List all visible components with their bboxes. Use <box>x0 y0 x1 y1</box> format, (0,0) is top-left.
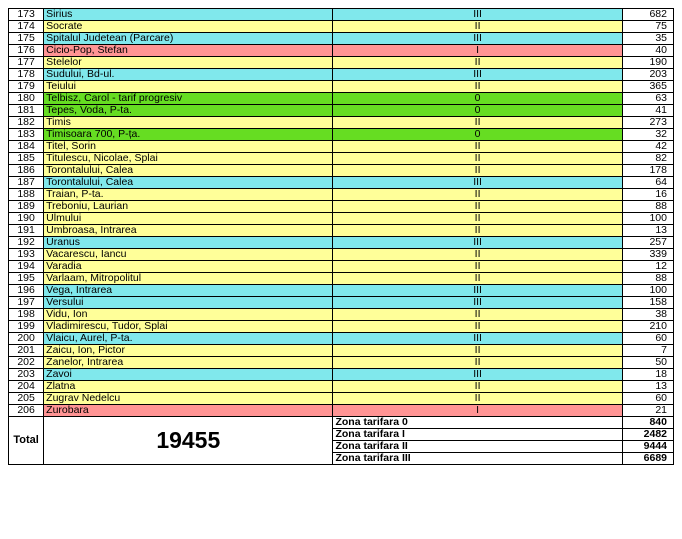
street-name: Sirius <box>44 9 333 21</box>
row-number: 179 <box>9 81 44 93</box>
spot-count: 257 <box>622 237 673 249</box>
spot-count: 88 <box>622 201 673 213</box>
table-row <box>9 393 674 405</box>
row-number: 178 <box>9 69 44 81</box>
table-row <box>9 57 674 69</box>
table-body <box>9 9 674 465</box>
spot-count: 35 <box>622 33 673 45</box>
tariff-zone: II <box>333 153 622 165</box>
table-row <box>9 189 674 201</box>
table-row <box>9 45 674 57</box>
row-number: 195 <box>9 273 44 285</box>
table-row <box>9 141 674 153</box>
tariff-zone: III <box>333 285 622 297</box>
row-number: 185 <box>9 153 44 165</box>
table-row <box>9 237 674 249</box>
row-number: 183 <box>9 129 44 141</box>
street-name: Zanelor, Intrarea <box>44 357 333 369</box>
row-number: 204 <box>9 381 44 393</box>
spot-count: 158 <box>622 297 673 309</box>
table-row <box>9 177 674 189</box>
tariff-zone: III <box>333 237 622 249</box>
table-row <box>9 81 674 93</box>
table-row <box>9 69 674 81</box>
row-number: 177 <box>9 57 44 69</box>
street-name: Torontalului, Calea <box>44 177 333 189</box>
zone-total-label: Zona tarifara I <box>333 429 622 441</box>
street-name: Traian, P-ta. <box>44 189 333 201</box>
tariff-zone: II <box>333 21 622 33</box>
zone-total-label: Zona tarifara III <box>333 453 622 465</box>
street-name: Titulescu, Nicolae, Splai <box>44 153 333 165</box>
street-name: Vega, Intrarea <box>44 285 333 297</box>
row-number: 200 <box>9 333 44 345</box>
spot-count: 41 <box>622 105 673 117</box>
tariff-zone: III <box>333 33 622 45</box>
tariff-zone: II <box>333 213 622 225</box>
table-row <box>9 33 674 45</box>
tariff-zone: II <box>333 189 622 201</box>
spot-count: 210 <box>622 321 673 333</box>
street-name: Telbisz, Carol - tarif progresiv <box>44 93 333 105</box>
tariff-zone: II <box>333 165 622 177</box>
table-row <box>9 285 674 297</box>
street-name: Socrate <box>44 21 333 33</box>
row-number: 180 <box>9 93 44 105</box>
table-row <box>9 273 674 285</box>
tariff-zone: III <box>333 369 622 381</box>
street-name: Zavoi <box>44 369 333 381</box>
spot-count: 60 <box>622 393 673 405</box>
tariff-zone: III <box>333 9 622 21</box>
zone-total-value: 840 <box>622 417 673 429</box>
zone-total-value: 6689 <box>622 453 673 465</box>
tariff-zone: III <box>333 177 622 189</box>
spot-count: 100 <box>622 213 673 225</box>
spot-count: 339 <box>622 249 673 261</box>
row-number: 173 <box>9 9 44 21</box>
row-number: 184 <box>9 141 44 153</box>
table-row <box>9 165 674 177</box>
street-name: Umbroasa, Intrarea <box>44 225 333 237</box>
street-name: Uranus <box>44 237 333 249</box>
spot-count: 88 <box>622 273 673 285</box>
table-row <box>9 201 674 213</box>
row-number: 205 <box>9 393 44 405</box>
spot-count: 178 <box>622 165 673 177</box>
row-number: 191 <box>9 225 44 237</box>
street-name: Vladimirescu, Tudor, Splai <box>44 321 333 333</box>
tariff-zone: II <box>333 381 622 393</box>
row-number: 203 <box>9 369 44 381</box>
spot-count: 82 <box>622 153 673 165</box>
row-number: 175 <box>9 33 44 45</box>
street-name: Stelelor <box>44 57 333 69</box>
parking-zones-table <box>8 8 674 465</box>
summary-row <box>9 417 674 429</box>
row-number: 186 <box>9 165 44 177</box>
tariff-zone: II <box>333 357 622 369</box>
row-number: 189 <box>9 201 44 213</box>
spot-count: 75 <box>622 21 673 33</box>
street-name: Torontalului, Calea <box>44 165 333 177</box>
table-row <box>9 357 674 369</box>
street-name: Zurobara <box>44 405 333 417</box>
spot-count: 7 <box>622 345 673 357</box>
street-name: Zugrav Nedelcu <box>44 393 333 405</box>
spot-count: 13 <box>622 381 673 393</box>
table-row <box>9 225 674 237</box>
row-number: 196 <box>9 285 44 297</box>
table-row <box>9 321 674 333</box>
tariff-zone: II <box>333 321 622 333</box>
row-number: 187 <box>9 177 44 189</box>
street-name: Varadia <box>44 261 333 273</box>
spot-count: 50 <box>622 357 673 369</box>
table-row <box>9 213 674 225</box>
zone-total-value: 2482 <box>622 429 673 441</box>
spot-count: 32 <box>622 129 673 141</box>
table-row <box>9 345 674 357</box>
street-name: Vidu, Ion <box>44 309 333 321</box>
street-name: Timisoara 700, P-ța. <box>44 129 333 141</box>
table-row <box>9 405 674 417</box>
spot-count: 60 <box>622 333 673 345</box>
tariff-zone: 0 <box>333 129 622 141</box>
street-name: Titel, Sorin <box>44 141 333 153</box>
spot-count: 682 <box>622 9 673 21</box>
spot-count: 38 <box>622 309 673 321</box>
row-number: 197 <box>9 297 44 309</box>
row-number: 202 <box>9 357 44 369</box>
row-number: 206 <box>9 405 44 417</box>
tariff-zone: II <box>333 273 622 285</box>
tariff-zone: I <box>333 405 622 417</box>
street-name: Timis <box>44 117 333 129</box>
tariff-zone: 0 <box>333 93 622 105</box>
spot-count: 190 <box>622 57 673 69</box>
tariff-zone: II <box>333 57 622 69</box>
table-row <box>9 381 674 393</box>
tariff-zone: III <box>333 69 622 81</box>
row-number: 199 <box>9 321 44 333</box>
spot-count: 16 <box>622 189 673 201</box>
street-name: Zlatna <box>44 381 333 393</box>
table-row <box>9 153 674 165</box>
tariff-zone: II <box>333 225 622 237</box>
table-row <box>9 261 674 273</box>
tariff-zone: II <box>333 141 622 153</box>
table-row <box>9 129 674 141</box>
spot-count: 42 <box>622 141 673 153</box>
zone-total-value: 9444 <box>622 441 673 453</box>
row-number: 182 <box>9 117 44 129</box>
tariff-zone: II <box>333 393 622 405</box>
tariff-zone: II <box>333 81 622 93</box>
row-number: 190 <box>9 213 44 225</box>
table-row <box>9 9 674 21</box>
table-row <box>9 117 674 129</box>
row-number: 176 <box>9 45 44 57</box>
spot-count: 203 <box>622 69 673 81</box>
spot-count: 365 <box>622 81 673 93</box>
tariff-zone: II <box>333 117 622 129</box>
street-name: Tepes, Voda, P-ta. <box>44 105 333 117</box>
street-name: Versului <box>44 297 333 309</box>
spot-count: 64 <box>622 177 673 189</box>
zone-total-label: Zona tarifara II <box>333 441 622 453</box>
tariff-zone: II <box>333 345 622 357</box>
spot-count: 13 <box>622 225 673 237</box>
tariff-zone: II <box>333 261 622 273</box>
street-name: Vlaicu, Aurel, P-ta. <box>44 333 333 345</box>
tariff-zone: 0 <box>333 105 622 117</box>
table-row <box>9 93 674 105</box>
row-number: 181 <box>9 105 44 117</box>
spot-count: 12 <box>622 261 673 273</box>
tariff-zone: II <box>333 249 622 261</box>
table-row <box>9 21 674 33</box>
tariff-zone: I <box>333 45 622 57</box>
row-number: 194 <box>9 261 44 273</box>
tariff-zone: II <box>333 201 622 213</box>
tariff-zone: III <box>333 333 622 345</box>
street-name: Zaicu, Ion, Pictor <box>44 345 333 357</box>
table-row <box>9 105 674 117</box>
street-name: Ulmului <box>44 213 333 225</box>
total-value: 19455 <box>44 417 333 465</box>
table-row <box>9 333 674 345</box>
row-number: 201 <box>9 345 44 357</box>
street-name: Varlaam, Mitropolitul <box>44 273 333 285</box>
row-number: 198 <box>9 309 44 321</box>
zone-total-label: Zona tarifara 0 <box>333 417 622 429</box>
row-number: 192 <box>9 237 44 249</box>
row-number: 174 <box>9 21 44 33</box>
street-name: Sudului, Bd-ul. <box>44 69 333 81</box>
street-name: Vacarescu, Iancu <box>44 249 333 261</box>
table-row <box>9 249 674 261</box>
spot-count: 18 <box>622 369 673 381</box>
table-row <box>9 369 674 381</box>
spot-count: 100 <box>622 285 673 297</box>
spot-count: 21 <box>622 405 673 417</box>
total-label: Total <box>9 417 44 465</box>
spot-count: 63 <box>622 93 673 105</box>
tariff-zone: II <box>333 309 622 321</box>
street-name: Spitalul Judetean (Parcare) <box>44 33 333 45</box>
spot-count: 40 <box>622 45 673 57</box>
table-row <box>9 309 674 321</box>
table-row <box>9 297 674 309</box>
row-number: 193 <box>9 249 44 261</box>
street-name: Cicio-Pop, Stefan <box>44 45 333 57</box>
street-name: Teiului <box>44 81 333 93</box>
spot-count: 273 <box>622 117 673 129</box>
street-name: Treboniu, Laurian <box>44 201 333 213</box>
row-number: 188 <box>9 189 44 201</box>
tariff-zone: III <box>333 297 622 309</box>
